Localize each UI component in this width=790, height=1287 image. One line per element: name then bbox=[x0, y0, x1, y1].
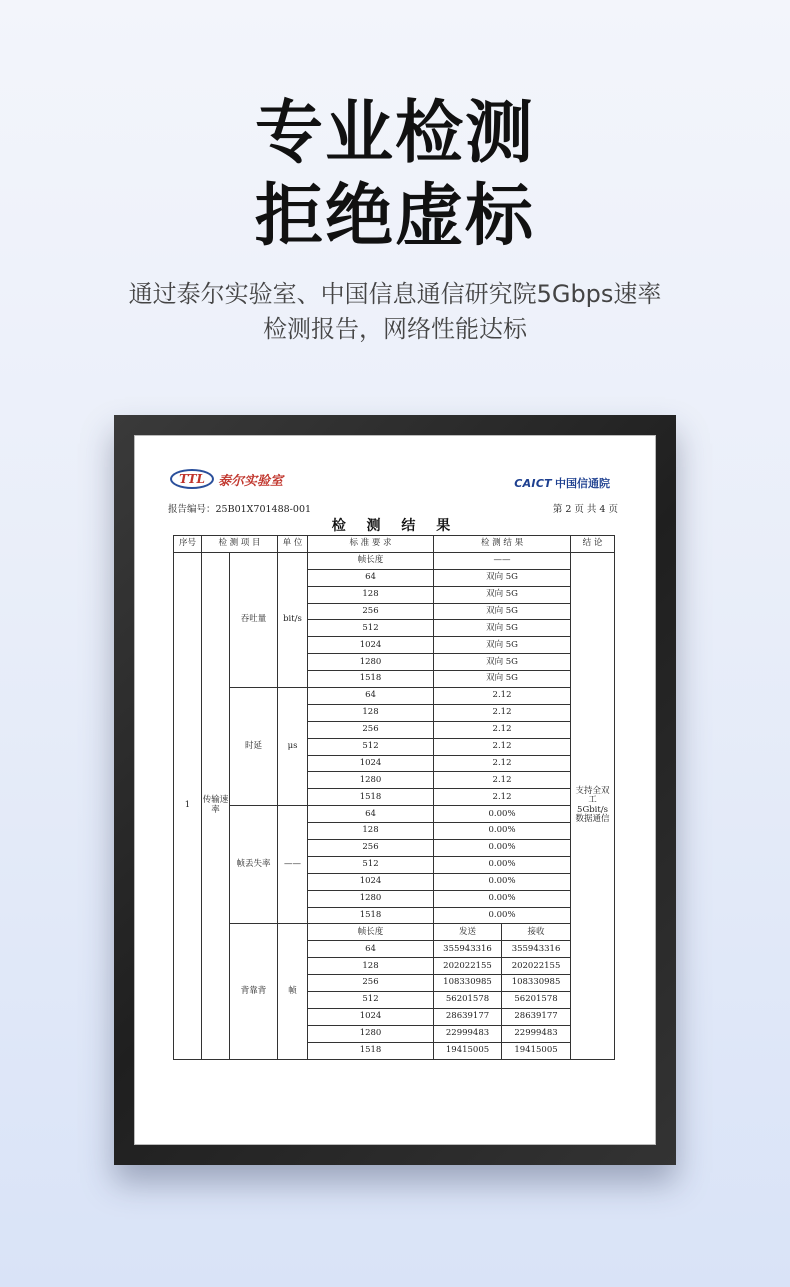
table-header-row bbox=[174, 536, 615, 553]
standard-cell: 128 bbox=[308, 823, 434, 840]
received-cell: 108330985 bbox=[502, 975, 571, 992]
section-unit: 帧 bbox=[278, 924, 308, 1059]
result-cell: 0.00% bbox=[434, 840, 571, 857]
table-row bbox=[174, 924, 615, 941]
caict-logo bbox=[514, 475, 610, 491]
table-row bbox=[174, 806, 615, 823]
section-unit: —— bbox=[278, 806, 308, 924]
received-cell: 22999483 bbox=[502, 1025, 571, 1042]
standard-cell: 256 bbox=[308, 840, 434, 857]
standard-cell: 1518 bbox=[308, 789, 434, 806]
standard-cell: 1280 bbox=[308, 890, 434, 907]
standard-cell: 512 bbox=[308, 856, 434, 873]
headline-line-1: 专业检测 bbox=[254, 94, 535, 173]
column-header: 结 论 bbox=[571, 536, 615, 553]
standard-cell: 256 bbox=[308, 603, 434, 620]
section-unit: bit/s bbox=[278, 552, 308, 687]
sent-cell: 28639177 bbox=[434, 1008, 502, 1025]
ttl-logo-name: 泰尔实验室 bbox=[218, 473, 284, 489]
received-cell: 19415005 bbox=[502, 1042, 571, 1059]
result-cell: 双向 5G bbox=[434, 654, 571, 671]
sent-cell: 22999483 bbox=[434, 1025, 502, 1042]
result-cell: —— bbox=[434, 552, 571, 569]
sent-cell: 202022155 bbox=[434, 958, 502, 975]
column-header: 单 位 bbox=[278, 536, 308, 553]
result-cell: 2.12 bbox=[434, 688, 571, 705]
subheader-received: 接收 bbox=[502, 924, 571, 941]
standard-cell: 帧长度 bbox=[308, 552, 434, 569]
results-table bbox=[173, 535, 615, 1060]
section-unit: μs bbox=[278, 688, 308, 806]
document-title: 检 测 结 果 bbox=[331, 518, 459, 534]
column-header: 序号 bbox=[174, 536, 202, 553]
standard-cell: 128 bbox=[308, 586, 434, 603]
subheader-sent: 发送 bbox=[434, 924, 502, 941]
result-cell: 2.12 bbox=[434, 755, 571, 772]
result-cell: 0.00% bbox=[434, 890, 571, 907]
standard-cell: 1280 bbox=[308, 654, 434, 671]
conclusion: 支持全双工5Gbit/s数据通信 bbox=[571, 552, 615, 1059]
column-header: 标 准 要 求 bbox=[308, 536, 434, 553]
subtitle-line-2: 检测报告，网络性能达标 bbox=[263, 315, 527, 343]
standard-cell: 512 bbox=[308, 620, 434, 637]
standard-cell: 64 bbox=[308, 569, 434, 586]
received-cell: 28639177 bbox=[502, 1008, 571, 1025]
result-cell: 0.00% bbox=[434, 907, 571, 924]
page-info: 第 2 页 共 4 页 bbox=[552, 504, 618, 515]
caict-logo-mark: CAICT bbox=[514, 476, 552, 490]
ttl-lab-logo bbox=[170, 469, 283, 489]
picture-frame bbox=[114, 415, 676, 1165]
result-cell: 双向 5G bbox=[434, 620, 571, 637]
headline-line-2: 拒绝虚标 bbox=[254, 177, 535, 256]
standard-cell: 1024 bbox=[308, 873, 434, 890]
subtitle-line-1: 通过泰尔实验室、中国信息通信研究院5Gbps速率 bbox=[128, 280, 662, 308]
standard-cell: 1280 bbox=[308, 772, 434, 789]
standard-cell: 512 bbox=[308, 992, 434, 1009]
sent-cell: 19415005 bbox=[434, 1042, 502, 1059]
result-cell: 双向 5G bbox=[434, 569, 571, 586]
test-item: 传输速率 bbox=[202, 552, 230, 1059]
column-header: 检 测 项 目 bbox=[202, 536, 278, 553]
result-cell: 0.00% bbox=[434, 873, 571, 890]
section-name: 背靠背 bbox=[230, 924, 278, 1059]
section-name: 吞吐量 bbox=[230, 552, 278, 687]
column-header: 检 测 结 果 bbox=[434, 536, 571, 553]
received-cell: 355943316 bbox=[502, 941, 571, 958]
result-cell: 0.00% bbox=[434, 806, 571, 823]
result-cell: 双向 5G bbox=[434, 637, 571, 654]
result-cell: 2.12 bbox=[434, 721, 571, 738]
result-cell: 双向 5G bbox=[434, 671, 571, 688]
result-cell: 0.00% bbox=[434, 856, 571, 873]
standard-cell: 128 bbox=[308, 958, 434, 975]
table-row bbox=[174, 552, 615, 569]
ttl-logo-mark: TTL bbox=[170, 469, 214, 489]
standard-cell: 1518 bbox=[308, 1042, 434, 1059]
result-cell: 双向 5G bbox=[434, 603, 571, 620]
received-cell: 202022155 bbox=[502, 958, 571, 975]
standard-cell: 64 bbox=[308, 806, 434, 823]
received-cell: 56201578 bbox=[502, 992, 571, 1009]
result-cell: 2.12 bbox=[434, 772, 571, 789]
standard-cell: 512 bbox=[308, 738, 434, 755]
result-cell: 2.12 bbox=[434, 738, 571, 755]
test-report-page bbox=[134, 435, 656, 1145]
sent-cell: 108330985 bbox=[434, 975, 502, 992]
table-row bbox=[174, 688, 615, 705]
serial-number: 1 bbox=[174, 552, 202, 1059]
standard-cell: 1024 bbox=[308, 1008, 434, 1025]
result-cell: 0.00% bbox=[434, 823, 571, 840]
standard-cell: 256 bbox=[308, 721, 434, 738]
report-number: 报告编号：25B01X701488-001 bbox=[168, 504, 312, 515]
result-cell: 2.12 bbox=[434, 704, 571, 721]
standard-cell: 64 bbox=[308, 941, 434, 958]
standard-cell: 1280 bbox=[308, 1025, 434, 1042]
section-name: 帧丢失率 bbox=[230, 806, 278, 924]
subheader-frame-length: 帧长度 bbox=[308, 924, 434, 941]
section-name: 时延 bbox=[230, 688, 278, 806]
sent-cell: 355943316 bbox=[434, 941, 502, 958]
standard-cell: 64 bbox=[308, 688, 434, 705]
standard-cell: 1024 bbox=[308, 637, 434, 654]
sent-cell: 56201578 bbox=[434, 992, 502, 1009]
standard-cell: 128 bbox=[308, 704, 434, 721]
result-cell: 双向 5G bbox=[434, 586, 571, 603]
standard-cell: 256 bbox=[308, 975, 434, 992]
result-cell: 2.12 bbox=[434, 789, 571, 806]
standard-cell: 1518 bbox=[308, 907, 434, 924]
standard-cell: 1518 bbox=[308, 671, 434, 688]
standard-cell: 1024 bbox=[308, 755, 434, 772]
caict-logo-name: 中国信通院 bbox=[555, 477, 610, 490]
